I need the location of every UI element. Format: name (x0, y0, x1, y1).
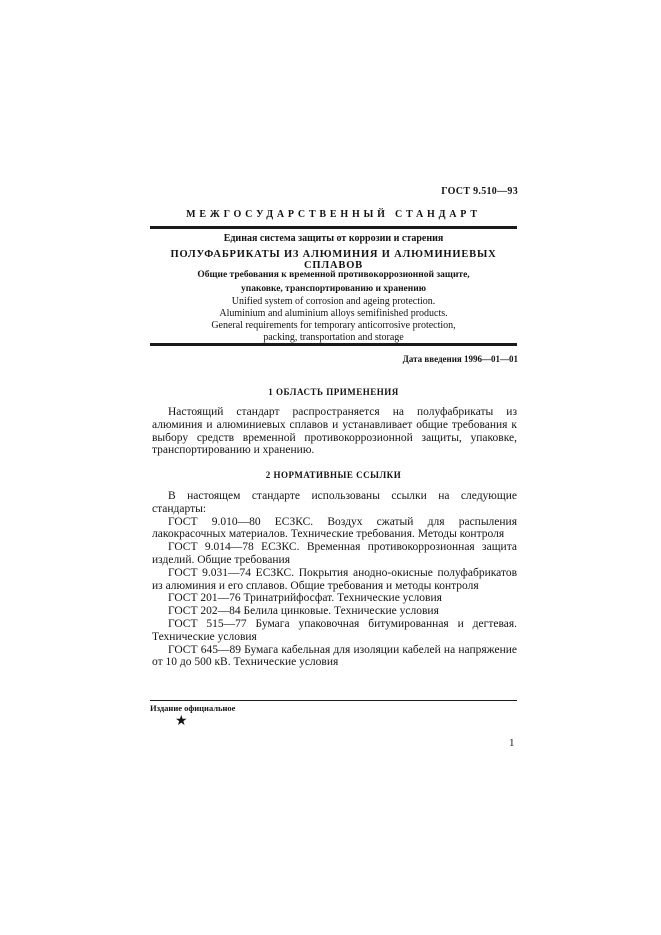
section-1-paragraph: Настоящий стандарт распространяется на полуфабрикаты из алюминия и алюминиевых сплавов и устанавливает общие требования к выбору средств временной противокоррозионной защиты, упаковке, транспортированию и хранению. (152, 406, 517, 457)
subtitle-line: Общие требования к временной противокоррозионной защите, (197, 270, 470, 280)
english-title-line: packing, transportation and storage (263, 332, 404, 343)
reference-item: ГОСТ 9.031—74 ЕСЗКС. Покрытия анодно-окисные полуфабрикатов из алюминия и его сплавов. Общие требования и методы контроля (152, 566, 517, 592)
document-subtitle (150, 268, 517, 296)
reference-item: ГОСТ 202—84 Белила цинковые. Технические условия (168, 605, 439, 618)
section-1-text (152, 406, 517, 457)
english-title-line: Aluminium and aluminium alloys semifinished products. (219, 308, 448, 319)
reference-item: ГОСТ 201—76 Тринатрийфосфат. Технические условия (168, 592, 442, 605)
introduction-date: Дата введения 1996—01—01 (402, 354, 518, 364)
footer-rule (150, 700, 517, 701)
section-2-heading: 2 НОРМАТИВНЫЕ ССЫЛКИ (265, 470, 402, 480)
english-title-line: Unified system of corrosion and ageing protection. (231, 296, 436, 307)
standard-system-name: Единая система защиты от коррозии и старения (223, 233, 444, 244)
english-title (150, 296, 517, 344)
header-rule (150, 226, 517, 229)
document-title: ПОЛУФАБРИКАТЫ ИЗ АЛЮМИНИЯ И АЛЮМИНИЕВЫХ СПЛАВОВ (170, 249, 497, 271)
section-1-heading: 1 ОБЛАСТЬ ПРИМЕНЕНИЯ (268, 387, 399, 397)
interstate-standard-label: МЕЖГОСУДАРСТВЕННЫЙ СТАНДАРТ (186, 209, 481, 220)
star-icon: ★ (175, 714, 188, 729)
official-edition-label: Издание официальное (150, 703, 236, 713)
reference-item: ГОСТ 9.010—80 ЕСЗКС. Воздух сжатый для распыления лакокрасочных материалов. Технические требования. Методы контроля (152, 515, 517, 541)
page-number: 1 (509, 737, 515, 749)
reference-item: ГОСТ 9.014—78 ЕСЗКС. Временная противокоррозионная защита изделий. Общие требования (152, 541, 517, 566)
subtitle-line: упаковке, транспортированию и хранению (241, 284, 426, 294)
reference-item: ГОСТ 645—89 Бумага кабельная для изоляции кабелей на напряжение от 10 до 500 кВ. Технические условия (152, 643, 517, 669)
reference-item: ГОСТ 515—77 Бумага упаковочная битумированная и дегтевая. Технические условия (152, 617, 517, 643)
references-intro: В настоящем стандарте использованы ссылки на следующие стандарты: (152, 490, 517, 515)
english-title-line: General requirements for temporary anticorrosive protection, (211, 320, 456, 331)
normative-references (152, 490, 517, 669)
document-designation: ГОСТ 9.510—93 (441, 186, 518, 197)
title-block-rule (150, 343, 517, 346)
